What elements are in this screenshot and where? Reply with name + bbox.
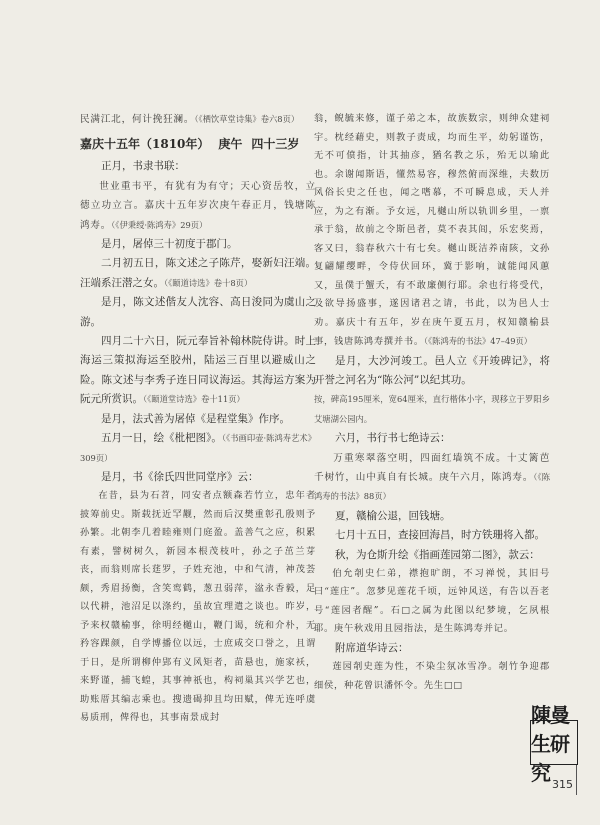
source-citation: （《陈鸿寿的书法》88页） — [314, 471, 550, 502]
paragraph — [80, 332, 316, 410]
paragraph: 是月，法式善为屠倬《是程堂集》作序。 — [101, 412, 290, 425]
paragraph: 秋，为仓斯升绘《指画莲园第二图》，款云： — [335, 548, 540, 561]
quote-paragraph — [314, 449, 550, 507]
right-column — [314, 110, 550, 695]
left-column — [80, 110, 316, 728]
paragraph — [80, 254, 316, 293]
source-citation: （《颐道诗选》卷十8页） — [164, 277, 253, 288]
note-paragraph: 按，碑高195厘米，宽64厘米，直行楷体小字，现移立于罗阳乡艾塘湖公园内。 — [314, 394, 550, 424]
paragraph: 是月，书《徐氏四世同堂序》云： — [101, 470, 259, 483]
quote-paragraph: 在昔，县为石苕，同安者点额森若竹立，忠年者披筹前史。斯载抚近罕觏，然而后汉樊重彰孔殷则予孙繁。北朝李几着睦雍则门庭盈。盖善气之应，积累有素，譬树树久，新园本根茂枝叶，孙之子茁兰芽丧，而翁则席长莛罗，子姓充池，中和气清，神茂荟颇，秀眉扬衡，含笑鸾鹤，葱丑弱萍，湓永香毅，足以代耕，池沼足以涤约，虽故宜理遣之谈也。昨岁，予来权赣榆事，徐明经樾山，鞭门谒，统和介朴，无矜容踝颜，自学博播位以远，士庶咸交口誉之，且谓于日，是所谓柳仲郢有义风矩者，苗悬也，施家袄，来野谨，捕飞蝗，其事神祇也，构祠巢其兴学艺也，助账厝其编志乘也。搜遗碣抑且均田赋，俾无连呼虞易质刑，俾得也，其事南景成封 — [80, 490, 316, 724]
paragraph: 是月，陈文述偕友人沈容、高日浚同为虞山之游。 — [80, 296, 316, 328]
source-citation: （《书画印壶·陈鸿寿艺术》309页） — [80, 433, 316, 463]
paragraph — [80, 110, 316, 129]
paragraph: 附席道华诗云： — [335, 641, 409, 654]
paragraph-text: 四月二十六日，阮元奉旨补翰林院侍讲。时上海运三策拟海运至胶州，陆运三百里以避威山之险。陈文述与李秀子连日同议海运。其海运方案为阮元所赏识。 — [80, 335, 316, 406]
paragraph: 正月，书隶书联： — [101, 160, 185, 173]
quote-paragraph: 莲园剞史莲为性，不染尘氛冰雪净。剞竹争迎郡细侯，种花曾识潘怀令。先生□□ — [314, 661, 550, 691]
source-citation: （《栖饮草堂诗集》卷六8页） — [194, 114, 300, 124]
year-heading-age: 四十三岁 — [251, 137, 300, 152]
source-citation: （《陈鸿寿的书法》47–49页） — [423, 336, 533, 346]
paragraph — [80, 429, 316, 468]
paragraph: 夏，赣榆公退，回钱塘。 — [335, 509, 451, 522]
quote-text: 世业重韦平，有犹有为有守；天心资岳牧，立德立功立言。嘉庆十五年岁次庚午春正月，钱塘陈鸿寿。 — [80, 180, 316, 231]
source-citation: （《颐道堂诗选》卷十11页） — [143, 394, 245, 405]
paragraph-text: 二月初五日，陈文述之子陈芹，娶新妇汪端。汪端系汪潜之女。 — [80, 257, 316, 289]
paragraph: 是月，屠倬三十初度于郡门。 — [101, 238, 238, 251]
paragraph: 六月，书行书七绝诗云： — [335, 432, 451, 445]
quote-text: 万重寒翠落空明，四面红墙筑不成。十丈篱芭千树竹，山中真自有长城。庚午六月，陈鸿寿。 — [314, 452, 550, 483]
paragraph-text: 五月一日，绘《枇杷图》。 — [101, 432, 222, 445]
quote-text: 翁，鲵毓来修，谨子弟之本，故族数宗，则绅众建祠宇。枕经藉史，则教子责成，均而生平，幼躬谨饬，无不可偾指，计其抽彦，猶名教之乐，殆无以瑜此也。余谢闻斯语，懂然易容，穆然俯而深维，夫数历风俗长史之任也，闻之嗜慕，不可瞬息成，天人并应，为之有渐。予女远，凡樾山所以轨训乡里，一禀承于翁，故前之令斯邑者，莫不表其闾，乐宏奖焉，客又曰，翁春秋六十有七矣。樾山既洁养南陔，文孙复翩耀缨畔，令侍伏回环，冀于影响，诚能闻风蕙又，虽僕于蟹夭，有不敢廉侧行耶。余也行将受代，及欲导扬盛事，遂因诸君之请，书此，以为邑人士劝。嘉庆十有五年，岁在庚午夏五月，权知赣榆县事，钱唐陈鸿寿撰并书。 — [314, 113, 550, 347]
book-logo: 陳曼生研究 — [530, 720, 578, 765]
year-heading — [80, 133, 316, 155]
quote-paragraph: 伯允剞史仁弟，襟抱旷朗，不习禅悦，其旧号曰“莲庄”。忽梦见莲花千顷，远钟风送，有告以吾老号“莲园者醒”。石□之属为此图以纪梦境，乞夙根耶。庚午秋戏用且园指法，是生陈鸿寿并记。 — [314, 567, 550, 635]
page-number: 315 — [552, 778, 573, 791]
paragraph: 七月十五日，查接回海昌，时方铁珊将入都。 — [335, 529, 545, 542]
quote-text: 民满江北，何计挽狂澜。 — [80, 114, 195, 125]
quote-paragraph — [314, 110, 550, 352]
quote-paragraph — [80, 177, 316, 235]
source-citation: （《伊秉绶·陈鸿寿》29页） — [111, 219, 208, 230]
year-heading-year: 嘉庆十五年（1810年） — [80, 137, 210, 152]
year-heading-ganzhi: 庚午 — [218, 137, 243, 152]
page-number-rule — [576, 765, 577, 795]
paragraph: 是月，大沙河竣工。邑人立《开竣碑记》，将开誉之河名为“陈公河”以纪其功。 — [314, 354, 550, 386]
